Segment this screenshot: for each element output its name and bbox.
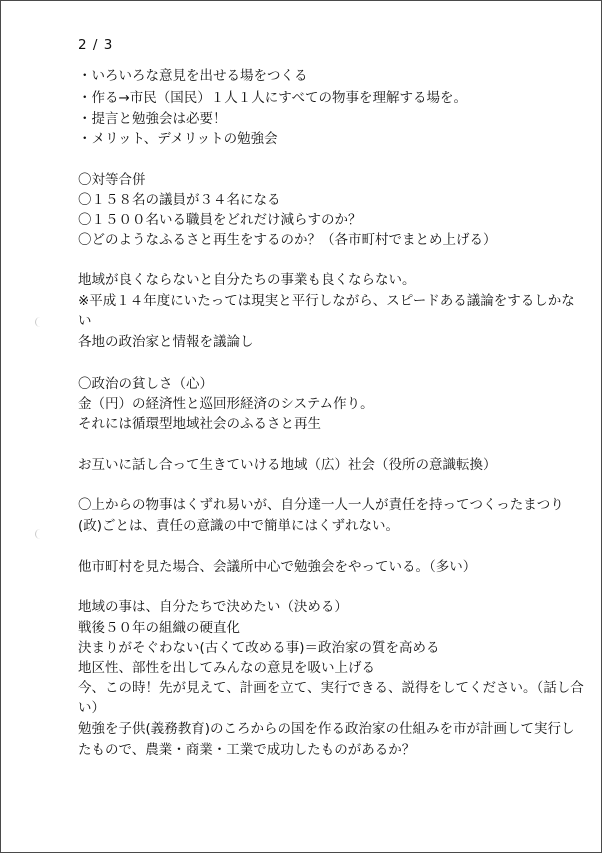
punch-hole-mark	[35, 529, 43, 539]
text-line: 〇政治の貧しさ（心）	[78, 376, 213, 392]
text-line: 地域の事は、自分たちで決めたい（決める）	[78, 599, 348, 615]
text-line: い	[78, 313, 92, 329]
text-line: ※平成１４年度にいたっては現実と平行しながら、スピードある議論をするしかな	[78, 293, 575, 309]
text-line: 〇１５００名いる職員をどれだけ減らすのか？	[78, 212, 362, 228]
text-line: ・作る→市民（国民）１人１人にすべての物事を理解する場を。	[78, 90, 468, 106]
text-line: 決まりがそぐわない(古くて改める事)＝政治家の質を高める	[78, 640, 440, 656]
text-line: 各地の政治家と情報を議論し	[78, 334, 254, 350]
text-line: お互いに話し合って生きていける地域（広）社会（役所の意識転換）	[78, 457, 497, 473]
text-line: 地区性、部性を出してみんなの意見を吸い上げる	[78, 660, 375, 676]
text-line: ・いろいろな意見を出せる場をつくる	[78, 68, 308, 84]
text-line: 〇上からの物事はくずれ易いが、自分達一人一人が責任を持ってつくったまつり	[78, 497, 564, 513]
text-line: 他市町村を見た場合、会議所中心で勉強会をやっている。（多い）	[78, 559, 477, 575]
text-line: ・メリット、デメリットの勉強会	[78, 131, 278, 147]
text-line: 戦後５０年の組織の硬直化	[78, 620, 240, 636]
text-line: 勉強を子供(義務教育)のころからの国を作る政治家の仕組みを市が計画して実行し	[78, 721, 575, 737]
text-line: 今、この時！先が見えて、計画を立て、実行できる、説得をしてください。（話し合	[78, 680, 584, 696]
page-number: 2 / 3	[78, 37, 114, 53]
text-line: い）	[78, 700, 105, 716]
text-line: 〇１５８名の議員が３４名になる	[78, 192, 281, 208]
text-line: 地域が良くならないと自分たちの事業も良くならない。	[78, 272, 416, 288]
text-line: (政)ごとは、責任の意識の中で簡単にはくずれない。	[78, 518, 400, 534]
text-line: それには循環型地域社会のふるさと再生	[78, 416, 321, 432]
text-line: 金（円）の経済性と巡回形経済のシステム作り。	[78, 396, 374, 412]
text-line: 〇対等合併	[78, 172, 146, 188]
text-line: たもので、農業・商業・工業で成功したものがあるか？	[78, 742, 416, 758]
punch-hole-mark	[35, 317, 43, 327]
text-line: ・提言と勉強会は必要！	[78, 111, 227, 127]
text-line: 〇どのようなふるさと再生をするのか？（各市町村でまとめ上げる）	[78, 232, 497, 248]
